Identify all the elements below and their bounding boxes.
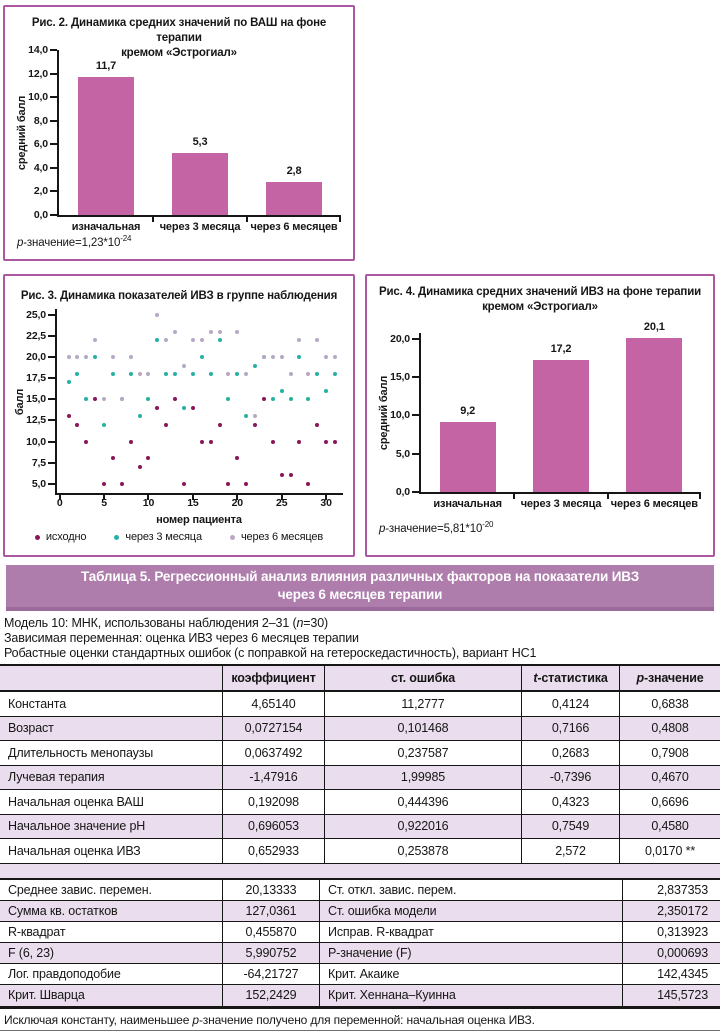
scatter-point bbox=[262, 355, 266, 359]
regression-row bbox=[0, 766, 720, 791]
scatter-point bbox=[324, 355, 328, 359]
scatter-point bbox=[191, 338, 195, 342]
statistics-row bbox=[0, 922, 720, 943]
figure-4-panel bbox=[365, 274, 715, 557]
table-footnote: Исключая константу, наименьшее p-значение получено для переменной: начальная оценка ИВЗ. bbox=[4, 1012, 535, 1027]
table-5-title-band bbox=[6, 565, 714, 611]
stat-label-right: Крит. Хеннана–Куинна bbox=[320, 985, 623, 1006]
p-symbol: p bbox=[379, 523, 386, 535]
std-error-value: 0,253878 bbox=[325, 839, 522, 863]
stat-label-left: F (6, 23) bbox=[0, 943, 223, 963]
p-symbol: p bbox=[192, 1012, 199, 1027]
bar bbox=[172, 153, 228, 215]
model-info bbox=[0, 611, 720, 664]
stat-label-left: Сумма кв. остатков bbox=[0, 901, 223, 921]
figure-4-title-line1: Рис. 4. Динамика средних значений ИВЗ на фоне терапии bbox=[378, 286, 702, 298]
stat-label-right: Ст. ошибка модели bbox=[320, 901, 623, 921]
std-error-value: 0,101468 bbox=[325, 717, 522, 741]
scatter-point bbox=[93, 355, 97, 359]
y-axis-tick bbox=[48, 462, 55, 464]
scatter-point bbox=[289, 372, 293, 376]
regression-table-header bbox=[0, 664, 720, 692]
bar-value-label: 5,3 bbox=[192, 135, 208, 148]
coefficient-value: 0,0637492 bbox=[223, 741, 325, 765]
std-error-value: 11,2777 bbox=[325, 692, 522, 716]
x-axis-tick-label: 25 bbox=[276, 497, 288, 509]
y-axis-tick-label: 12,0 bbox=[28, 67, 48, 80]
scatter-point bbox=[226, 397, 230, 401]
model-line-3: Робастные оценки стандартных ошибок (с поправкой на гетероскедастичность), вариант HC1 bbox=[4, 646, 537, 660]
stat-value-left: 5,990752 bbox=[223, 943, 320, 963]
scatter-point bbox=[209, 440, 213, 444]
header-p-value: p -значение bbox=[636, 671, 704, 685]
scatter-point bbox=[75, 372, 79, 376]
bar-value-label: 2,8 bbox=[286, 165, 302, 177]
table-separator-band bbox=[0, 864, 720, 880]
scatter-point bbox=[235, 372, 239, 376]
y-axis-tick-label: 14,0 bbox=[28, 44, 48, 56]
three-month-series-dot-icon bbox=[114, 535, 119, 540]
p-value: 0,4670 bbox=[651, 770, 689, 785]
y-axis-tick bbox=[48, 335, 55, 337]
header-empty-cell bbox=[0, 666, 223, 690]
legend-label: через 3 месяца bbox=[125, 531, 202, 543]
scatter-point bbox=[200, 440, 204, 444]
scatter-point bbox=[235, 330, 239, 334]
y-axis-tick bbox=[50, 143, 57, 145]
stat-value-left: -64,21727 bbox=[223, 964, 320, 984]
scatter-point bbox=[297, 338, 301, 342]
scatter-point bbox=[164, 338, 168, 342]
scatter-point bbox=[218, 423, 222, 427]
scatter-point bbox=[138, 414, 142, 418]
coefficient-value: 0,192098 bbox=[223, 790, 325, 814]
variable-label: Начальное значение pH bbox=[0, 815, 223, 839]
p-value: 0,4808 bbox=[651, 721, 689, 736]
scatter-point bbox=[120, 397, 124, 401]
y-axis-tick bbox=[412, 338, 419, 340]
x-axis-category-label: изначальная bbox=[433, 498, 502, 510]
t-statistic-value: 0,7549 bbox=[522, 815, 620, 839]
y-axis-tick bbox=[48, 398, 55, 400]
scatter-point bbox=[315, 423, 319, 427]
scatter-point bbox=[244, 482, 248, 486]
x-axis-tick bbox=[339, 217, 341, 222]
scatter-point bbox=[271, 355, 275, 359]
regression-row bbox=[0, 717, 720, 742]
y-axis-tick bbox=[48, 483, 55, 485]
std-error-value: 0,444396 bbox=[325, 790, 522, 814]
scatter-point bbox=[146, 456, 150, 460]
scatter-point bbox=[253, 423, 257, 427]
y-axis-tick bbox=[50, 167, 57, 169]
scatter-point bbox=[164, 423, 168, 427]
variable-label: Длительность менопаузы bbox=[0, 741, 223, 765]
scatter-point bbox=[226, 482, 230, 486]
y-axis-tick bbox=[50, 49, 57, 51]
p-value: 0,6696 bbox=[651, 794, 689, 809]
y-axis-tick-label: 2,0 bbox=[33, 185, 48, 198]
scatter-point bbox=[209, 372, 213, 376]
scatter-point bbox=[244, 414, 248, 418]
y-axis-tick bbox=[50, 120, 57, 122]
y-axis-tick-label: 20,0 bbox=[390, 332, 410, 345]
y-axis-tick bbox=[412, 491, 419, 493]
y-axis-tick-label: 5,0 bbox=[395, 447, 410, 460]
scatter-point bbox=[173, 372, 177, 376]
y-axis-tick-label: 0,0 bbox=[33, 209, 48, 221]
scatter-point bbox=[75, 423, 79, 427]
scatter-point bbox=[333, 372, 337, 376]
scatter-point bbox=[102, 482, 106, 486]
scatter-point bbox=[191, 372, 195, 376]
baseline-series-dot-icon bbox=[35, 535, 40, 540]
scatter-point bbox=[155, 338, 159, 342]
scatter-point bbox=[173, 330, 177, 334]
x-axis-category-label: через 6 месяцев bbox=[250, 221, 338, 233]
scatter-point bbox=[315, 338, 319, 342]
stat-value-right: 2,350172 bbox=[657, 903, 708, 918]
y-axis-tick-label: 25,0 bbox=[26, 308, 46, 321]
scatter-point bbox=[297, 355, 301, 359]
scatter-point bbox=[155, 313, 159, 317]
y-axis-tick-label: 4,0 bbox=[33, 161, 48, 174]
scatter-point bbox=[93, 338, 97, 342]
std-error-value: 0,922016 bbox=[325, 815, 522, 839]
scatter-point bbox=[289, 397, 293, 401]
y-axis-tick-label: 12,5 bbox=[26, 414, 46, 427]
x-axis-tick bbox=[699, 494, 701, 499]
x-axis-category-label: через 3 месяца bbox=[520, 498, 602, 510]
x-axis-tick bbox=[246, 217, 248, 222]
regression-row bbox=[0, 815, 720, 840]
stat-value-right: 2,837353 bbox=[657, 882, 708, 897]
x-axis-tick-label: 0 bbox=[56, 497, 63, 509]
y-axis-tick-label: 10,0 bbox=[26, 435, 46, 448]
y-axis-tick bbox=[50, 214, 57, 216]
fig2-plot-area bbox=[28, 44, 341, 233]
six-month-series-dot-icon bbox=[230, 535, 235, 540]
scatter-point bbox=[262, 397, 266, 401]
model-statistics-table bbox=[0, 880, 720, 1009]
p-value: 0,7908 bbox=[651, 745, 689, 760]
scatter-point bbox=[306, 397, 310, 401]
std-error-value: 1,99985 bbox=[325, 766, 522, 790]
scatter-point bbox=[306, 372, 310, 376]
scatter-point bbox=[120, 482, 124, 486]
regression-row bbox=[0, 741, 720, 766]
fig2-y-axis-label: средний балл bbox=[16, 95, 28, 171]
bar-value-label: 17,2 bbox=[550, 343, 572, 356]
scatter-point bbox=[173, 397, 177, 401]
scatter-point bbox=[315, 372, 319, 376]
p-value: 0,4580 bbox=[651, 819, 689, 834]
y-axis-tick bbox=[412, 414, 419, 416]
stat-value-left: 0,455870 bbox=[223, 922, 320, 942]
scatter-point bbox=[333, 355, 337, 359]
x-axis-tick bbox=[152, 217, 154, 222]
std-error-value: 0,237587 bbox=[325, 741, 522, 765]
y-axis-tick-label: 10,0 bbox=[390, 409, 410, 422]
y-axis-tick-label: 6,0 bbox=[33, 138, 48, 151]
y-axis-tick bbox=[50, 190, 57, 192]
y-axis-tick-label: 8,0 bbox=[33, 114, 48, 127]
t-statistic-value: 0,7166 bbox=[522, 717, 620, 741]
y-axis-tick bbox=[50, 73, 57, 75]
scatter-point bbox=[191, 406, 195, 410]
y-axis-tick-label: 15,0 bbox=[390, 371, 410, 384]
scatter-point bbox=[280, 355, 284, 359]
variable-label: Начальная оценка ИВЗ bbox=[0, 839, 223, 863]
legend-item-6-months bbox=[230, 531, 323, 543]
regression-row bbox=[0, 839, 720, 864]
y-axis-tick-label: 10,0 bbox=[28, 91, 48, 104]
table-5-title-line2: через 6 месяцев терапии bbox=[277, 587, 443, 602]
x-axis-category-label: через 6 месяцев bbox=[610, 498, 698, 510]
y-axis-tick-label: 5,0 bbox=[31, 477, 46, 490]
stat-value-left: 127,0361 bbox=[223, 901, 320, 921]
statistics-row bbox=[0, 985, 720, 1006]
bar bbox=[533, 360, 589, 492]
scatter-point bbox=[67, 380, 71, 384]
scatter-point bbox=[155, 406, 159, 410]
coefficient-value: 4,65140 bbox=[223, 692, 325, 716]
figure-3-panel bbox=[3, 274, 355, 557]
variable-label: Лучевая терапия bbox=[0, 766, 223, 790]
coefficient-value: 0,652933 bbox=[223, 839, 325, 863]
scatter-point bbox=[235, 456, 239, 460]
figure-4-title bbox=[371, 285, 709, 315]
scatter-point bbox=[111, 355, 115, 359]
y-axis-tick bbox=[48, 419, 55, 421]
table-5-section bbox=[0, 565, 720, 1031]
t-statistic-value: 0,2683 bbox=[522, 741, 620, 765]
y-axis-tick bbox=[48, 356, 55, 358]
coefficient-value: 0,696053 bbox=[223, 815, 325, 839]
p-value: 0,0170 ** bbox=[644, 843, 696, 858]
statistics-row bbox=[0, 964, 720, 985]
legend-label: через 6 месяцев bbox=[240, 531, 324, 543]
x-axis-tick-label: 30 bbox=[320, 497, 332, 509]
y-axis-tick-label: 0,0 bbox=[395, 486, 410, 498]
scatter-point bbox=[200, 338, 204, 342]
scatter-point bbox=[67, 355, 71, 359]
p-value-exponent: -24 bbox=[120, 234, 132, 244]
figure-4-title-line2: кремом «Эстрогиал» bbox=[482, 301, 598, 313]
scatter-point bbox=[67, 414, 71, 418]
scatter-point bbox=[271, 440, 275, 444]
variable-label: Возраст bbox=[0, 717, 223, 741]
x-axis-category-label: через 3 месяца bbox=[159, 221, 241, 233]
stat-value-right: 145,5723 bbox=[657, 988, 708, 1002]
fig3-plot-area bbox=[26, 308, 343, 509]
fig3-y-axis-label: балл bbox=[14, 388, 26, 416]
scatter-point bbox=[75, 355, 79, 359]
scatter-point bbox=[129, 440, 133, 444]
scatter-point bbox=[146, 372, 150, 376]
scatter-point bbox=[182, 364, 186, 368]
stat-label-left: Среднее завис. перемен. bbox=[0, 880, 223, 900]
scatter-point bbox=[280, 473, 284, 477]
scatter-point bbox=[138, 372, 142, 376]
stat-value-right: 0,313923 bbox=[657, 924, 708, 939]
bar bbox=[440, 422, 496, 492]
bar-value-label: 11,7 bbox=[95, 60, 117, 73]
scatter-point bbox=[244, 372, 248, 376]
variable-label: Константа bbox=[0, 692, 223, 716]
coefficient-value: -1,47916 bbox=[223, 766, 325, 790]
p-value: 0,6838 bbox=[651, 696, 689, 711]
scatter-point bbox=[297, 440, 301, 444]
figure-2-title-line1: Рис. 2. Динамика средних значений по ВАШ на фоне терапии bbox=[31, 17, 327, 44]
y-axis-tick bbox=[412, 376, 419, 378]
regression-row bbox=[0, 790, 720, 815]
x-axis-tick-label: 10 bbox=[142, 497, 155, 509]
scatter-point bbox=[289, 473, 293, 477]
header-t-statistic: t -статистика bbox=[522, 666, 620, 690]
page-bottom-rule bbox=[0, 1030, 720, 1031]
bar bbox=[626, 338, 682, 492]
bar bbox=[266, 182, 322, 215]
t-statistic-value: 2,572 bbox=[522, 839, 620, 863]
fig3-x-axis-label: номер пациента bbox=[156, 514, 242, 526]
x-axis-tick bbox=[513, 494, 515, 499]
scatter-point bbox=[138, 465, 142, 469]
scatter-point bbox=[164, 372, 168, 376]
y-axis-tick bbox=[48, 441, 55, 443]
statistics-row bbox=[0, 943, 720, 964]
model-line-1: Модель 10: МНК, использованы наблюдения 2–31 (n=30) bbox=[4, 616, 329, 630]
p-value-exponent: -20 bbox=[482, 520, 494, 530]
bar bbox=[78, 77, 134, 215]
y-axis-tick bbox=[50, 96, 57, 98]
scatter-point bbox=[253, 364, 257, 368]
legend-item-baseline bbox=[35, 531, 86, 543]
t-statistic-value: -0,7396 bbox=[522, 766, 620, 790]
scatter-point bbox=[271, 397, 275, 401]
scatter-point bbox=[84, 355, 88, 359]
regression-row bbox=[0, 692, 720, 717]
stat-label-left: Крит. Шварца bbox=[0, 985, 223, 1006]
stat-value-left: 152,2429 bbox=[223, 985, 320, 1006]
scatter-point bbox=[280, 389, 284, 393]
fig4-y-axis-label: средний балл bbox=[378, 375, 390, 451]
y-axis-tick-label: 17,5 bbox=[26, 372, 46, 385]
stat-value-right: 0,000693 bbox=[657, 945, 708, 960]
y-axis-tick-label: 15,0 bbox=[26, 393, 46, 406]
figure-2-title-line2: кремом «Эстрогиал» bbox=[121, 47, 237, 59]
model-line-2: Зависимая переменная: оценка ИВЗ через 6 месяцев терапии bbox=[4, 631, 359, 645]
fig2-p-value-note bbox=[17, 234, 132, 249]
statistics-row bbox=[0, 880, 720, 901]
scatter-point bbox=[324, 389, 328, 393]
stat-label-right: Ст. откл. завис. перем. bbox=[320, 880, 623, 900]
header-coefficient: коэффициент bbox=[223, 666, 325, 690]
scatter-point bbox=[129, 355, 133, 359]
scatter-point bbox=[146, 397, 150, 401]
scatter-point bbox=[218, 338, 222, 342]
y-axis-tick-label: 7,5 bbox=[31, 456, 46, 469]
scatter-point bbox=[129, 372, 133, 376]
fig3-legend bbox=[5, 531, 353, 543]
scatter-point bbox=[209, 330, 213, 334]
x-axis-tick-label: 20 bbox=[231, 497, 243, 509]
scatter-point bbox=[333, 440, 337, 444]
x-axis-tick-label: 15 bbox=[187, 497, 199, 509]
scatter-point bbox=[102, 423, 106, 427]
fig4-plot-area bbox=[390, 320, 701, 510]
scatter-point bbox=[102, 397, 106, 401]
legend-item-3-months bbox=[114, 531, 202, 543]
scatter-point bbox=[200, 355, 204, 359]
p-value-text: -значение=1,23*10 bbox=[23, 237, 121, 249]
bar-value-label: 20,1 bbox=[643, 320, 665, 333]
n-symbol: n bbox=[296, 616, 304, 630]
stat-value-left: 20,13333 bbox=[223, 880, 320, 900]
stat-label-right: P-значение (F) bbox=[320, 943, 623, 963]
figure-2-panel bbox=[3, 5, 355, 261]
scatter-point bbox=[182, 406, 186, 410]
y-axis-tick-label: 22,5 bbox=[26, 330, 46, 342]
scatter-point bbox=[93, 397, 97, 401]
stat-label-right: Крит. Акаике bbox=[320, 964, 623, 984]
scatter-point bbox=[226, 372, 230, 376]
t-statistic-value: 0,4323 bbox=[522, 790, 620, 814]
scatter-point bbox=[84, 397, 88, 401]
t-statistic-value: 0,4124 bbox=[522, 692, 620, 716]
scatter-point bbox=[253, 414, 257, 418]
stat-label-left: R-квадрат bbox=[0, 922, 223, 942]
coefficient-value: 0,0727154 bbox=[223, 717, 325, 741]
scatter-point bbox=[306, 482, 310, 486]
p-symbol: p bbox=[17, 237, 24, 249]
y-axis-tick bbox=[48, 377, 55, 379]
x-axis-category-label: изначальная bbox=[71, 221, 141, 233]
y-axis-tick bbox=[48, 314, 55, 316]
y-axis-tick bbox=[412, 453, 419, 455]
stat-label-right: Исправ. R-квадрат bbox=[320, 922, 623, 942]
variable-label: Начальная оценка ВАШ bbox=[0, 790, 223, 814]
scatter-point bbox=[111, 456, 115, 460]
header-std-error: ст. ошибка bbox=[325, 666, 522, 690]
scatter-point bbox=[84, 440, 88, 444]
fig4-p-value-note bbox=[379, 520, 494, 535]
table-5-title-line1: Таблица 5. Регрессионный анализ влияния различных факторов на показатели ИВЗ bbox=[80, 569, 640, 584]
statistics-row bbox=[0, 901, 720, 922]
figure-3-title: Рис. 3. Динамика показателей ИВЗ в группе наблюдения bbox=[20, 290, 338, 302]
regression-table-body bbox=[0, 692, 720, 864]
bar-value-label: 9,2 bbox=[460, 404, 476, 417]
stat-value-right: 142,4345 bbox=[657, 966, 708, 981]
scatter-point bbox=[182, 482, 186, 486]
scatter-point bbox=[218, 330, 222, 334]
scatter-point bbox=[111, 372, 115, 376]
scatter-point bbox=[324, 440, 328, 444]
y-axis-tick-label: 20,0 bbox=[26, 351, 46, 364]
stat-label-left: Лог. правдоподобие bbox=[0, 964, 223, 984]
legend-label: исходно bbox=[45, 531, 87, 543]
x-axis-tick bbox=[607, 494, 609, 499]
x-axis-tick-label: 5 bbox=[101, 497, 107, 509]
p-value-text: -значение=5,81*10 bbox=[385, 523, 483, 535]
